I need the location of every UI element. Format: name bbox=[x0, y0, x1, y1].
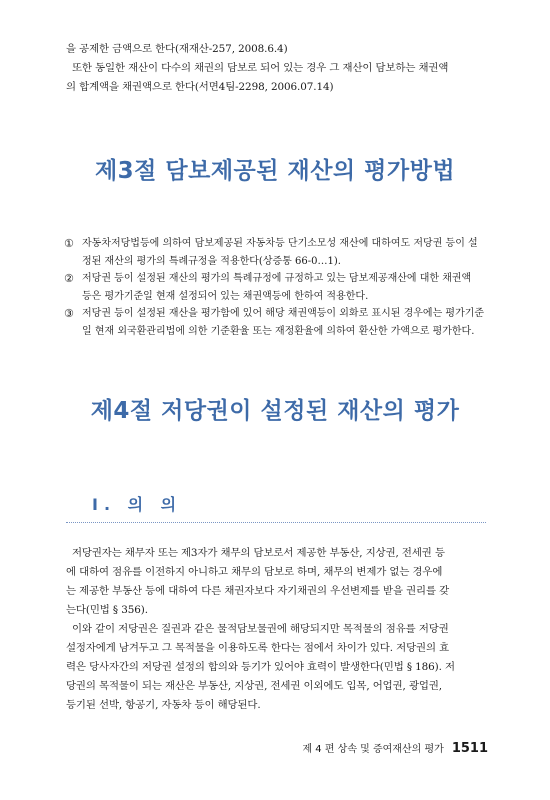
section-3-title: 제3절 담보제공된 재산의 평가방법 bbox=[94, 158, 456, 184]
subheading-divider bbox=[66, 522, 486, 523]
paragraph-line: 이와 같이 저당권은 질권과 같은 물적담보물권에 해당되지만 목적물의 점유를 저당권 bbox=[72, 623, 449, 635]
top-paragraph bbox=[66, 40, 486, 97]
paragraph-line: 설정자에게 남겨두고 그 목적물을 이용하도록 한다는 점에서 차이가 있다. 저당권의 효 bbox=[66, 642, 450, 654]
list-item-number: ② bbox=[64, 272, 74, 285]
top-paragraph-line-3: 의 합계액을 채권액으로 한다(서면4팀-2298, 2006.07.14) bbox=[66, 81, 334, 93]
paragraph-line: 는 제공한 부동산 등에 대하여 다른 채권자보다 자기채권의 우선변제를 받을 권리를 갖 bbox=[66, 585, 450, 597]
page-footer bbox=[302, 740, 488, 756]
paragraph-line: 에 대하여 점유를 이전하지 아니하고 채무의 담보로 하며, 채무의 변제가 없는 경우에 bbox=[66, 566, 443, 578]
section-4-paragraph-1 bbox=[66, 544, 486, 620]
paragraph-line: 저당권자는 채무자 또는 제3자가 채무의 담보로서 제공한 부동산, 지상권, 전세권 등 bbox=[72, 547, 445, 559]
top-paragraph-line-1: 을 공제한 금액으로 한다(재재산-257, 2008.6.4) bbox=[66, 43, 288, 55]
list-item-number: ① bbox=[64, 237, 74, 250]
page-number: 1511 bbox=[451, 741, 488, 756]
paragraph-line: 등기된 선박, 항공기, 자동차 등이 해당된다. bbox=[66, 699, 261, 711]
section-3-list bbox=[64, 235, 488, 340]
list-item-line: 저당권 등이 설정된 재산을 평가함에 있어 해당 채권액등이 외화로 표시된 경우에는 평가기준 bbox=[82, 308, 485, 319]
paragraph-line: 는다(민법 § 356). bbox=[66, 604, 148, 616]
list-item-line: 자동차저당법등에 의하여 담보제공된 자동차등 단기소모성 재산에 대하여도 저당권 등이 설 bbox=[82, 238, 478, 249]
list-item-line: 일 현재 외국환관리법에 의한 기준환율 또는 재정환율에 의하여 환산한 가액으로 평가한다. bbox=[82, 325, 475, 337]
subheading-meaning: Ⅰ. 의 의 bbox=[92, 495, 183, 514]
top-paragraph-line-2: 또한 동일한 재산이 다수의 채권의 담보로 되어 있는 경우 그 재산이 담보하는 채권액 bbox=[72, 62, 449, 74]
list-item-number: ③ bbox=[64, 307, 74, 320]
list-item bbox=[64, 305, 488, 340]
footer-chapter-title: 제 4 편 상속 및 증여재산의 평가 bbox=[302, 744, 444, 755]
section-4-title: 제4절 저당권이 설정된 재산의 평가 bbox=[90, 398, 460, 424]
list-item bbox=[64, 235, 488, 270]
list-item-line: 저당권 등이 설정된 재산의 평가의 특례규정에 규정하고 있는 담보제공재산에 대한 채권액 bbox=[82, 273, 472, 284]
paragraph-line: 력은 당사자간의 저당권 설정의 합의와 등기가 있어야 효력이 발생한다(민법 § 186). 저 bbox=[66, 661, 455, 673]
list-item-line: 정된 재산의 평가의 특례규정을 적용한다(상증통 66-0…1). bbox=[82, 255, 341, 267]
section-4-paragraph-2 bbox=[66, 620, 486, 715]
paragraph-line: 당권의 목적물이 되는 재산은 부동산, 지상권, 전세권 이외에도 입목, 어업권, 광업권, bbox=[66, 680, 442, 692]
list-item bbox=[64, 270, 488, 305]
list-item-line: 등은 평가기준일 현재 설정되어 있는 채권액등에 한하여 적용한다. bbox=[82, 290, 369, 302]
